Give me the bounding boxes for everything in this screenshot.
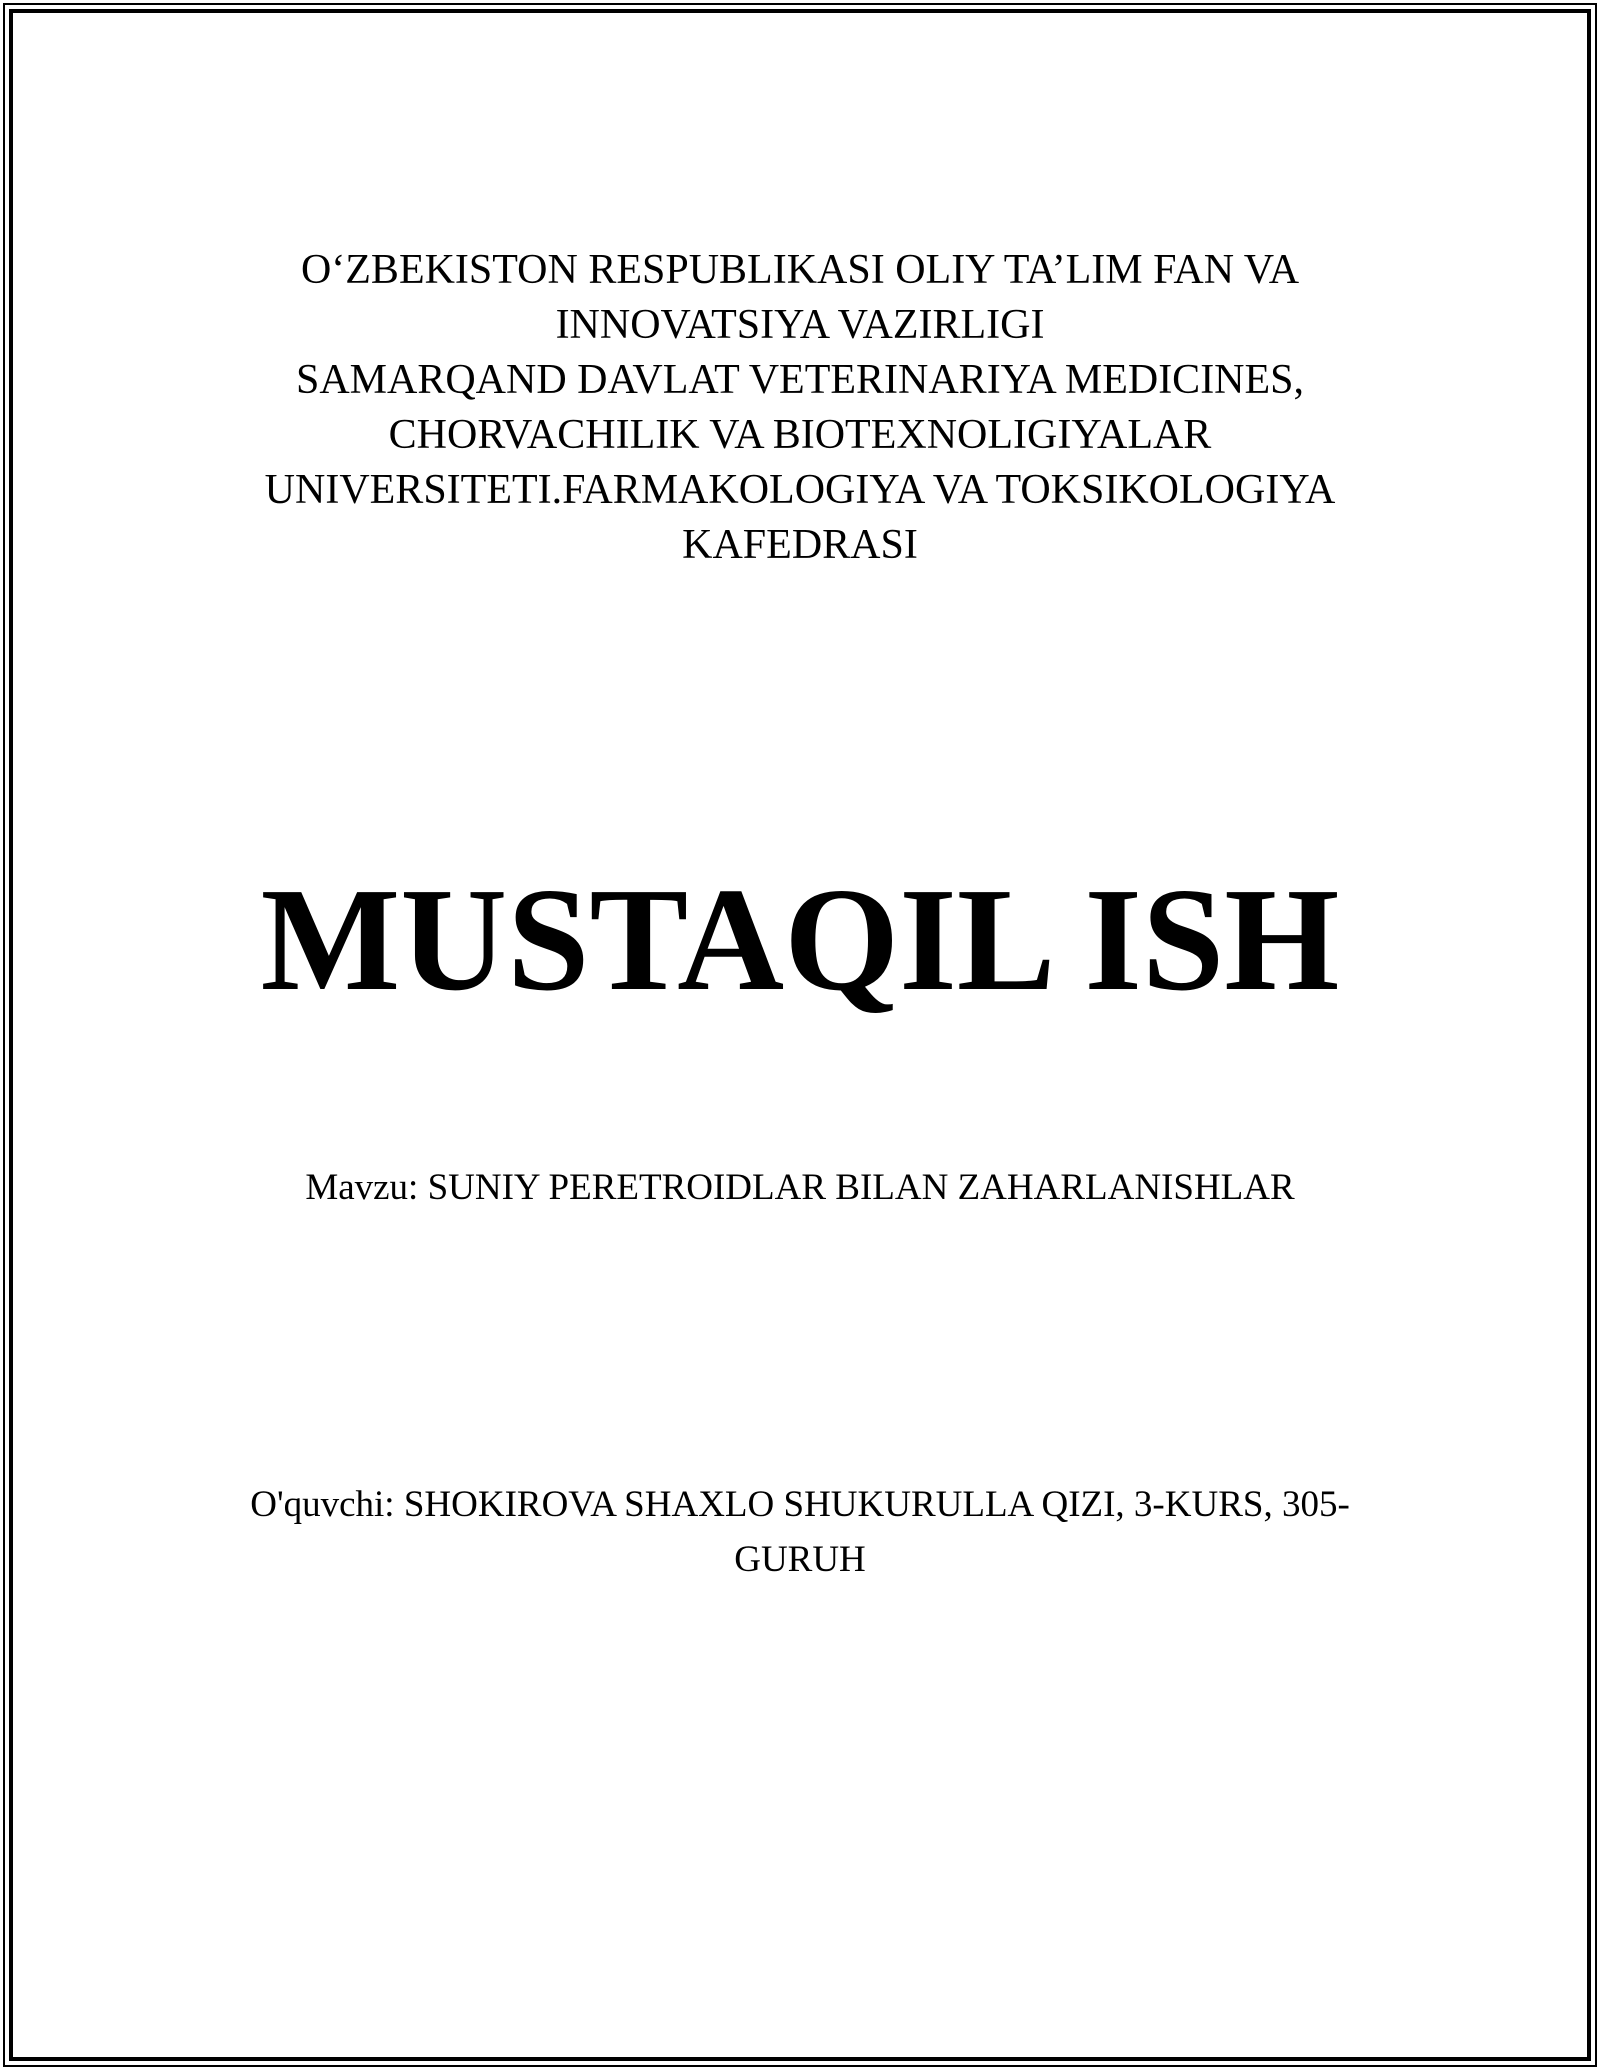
ministry-header [143,243,1457,573]
header-line: SAMARQAND DAVLAT VETERINARIYA MEDICINES, [295,357,1305,403]
topic-line: Mavzu: SUNIY PERETROIDLAR BILAN ZAHARLANISHLAR [305,1167,1295,1208]
header-line: CHORVACHILIK VA BIOTEXNOLIGIYALAR [388,412,1212,458]
student-line: GURUH [734,1539,866,1580]
header-line: KAFEDRASI [682,522,918,568]
header-line: INNOVATSIYA VAZIRLIGI [555,302,1045,348]
document-title: MUSTAQIL ISH [260,858,1340,1022]
page-content [13,13,1587,2057]
student-line: O'quvchi: SHOKIROVA SHAXLO SHUKURULLA QIZI, 3-KURS, 305- [250,1484,1350,1525]
header-line: UNIVERSITETI.FARMAKOLOGIYA VA TOKSIKOLOGIYA [264,467,1336,513]
student-info [123,1477,1477,1587]
header-line: O‘ZBEKISTON RESPUBLIKASI OLIY TA’LIM FAN VA [300,247,1300,293]
